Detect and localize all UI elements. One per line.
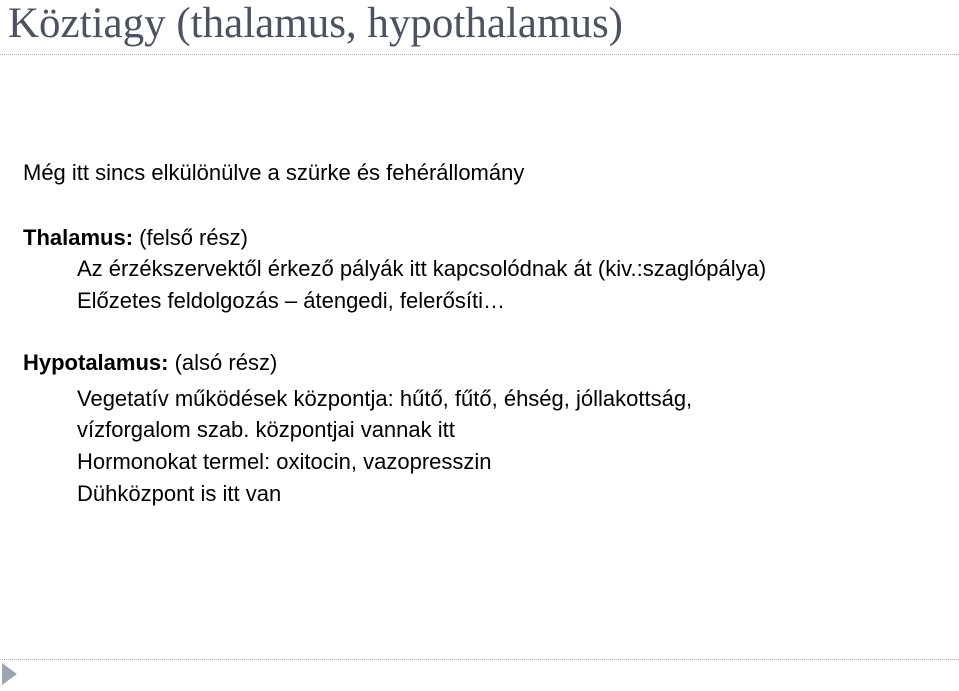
thalamus-item-2: Előzetes feldolgozás – átengedi, felerősíti… bbox=[77, 288, 506, 313]
hypothalamus-item-1: Vegetatív működések központja: hűtő, fűtő, éhség, jóllakottság, bbox=[77, 386, 693, 411]
title-divider bbox=[0, 54, 959, 55]
slide-title: Köztiagy (thalamus, hypothalamus) bbox=[8, 0, 623, 47]
hypothalamus-item-2: vízforgalom szab. központjai vannak itt bbox=[77, 417, 455, 442]
thalamus-heading bbox=[23, 225, 248, 251]
hypothalamus-item-4: Dühközpont is itt van bbox=[77, 481, 282, 506]
hypothalamus-heading bbox=[23, 350, 277, 376]
thalamus-label: Thalamus: bbox=[23, 225, 134, 250]
footer-divider bbox=[0, 659, 959, 660]
intro-text: Még itt sincs elkülönülve a szürke és fehérállomány bbox=[23, 160, 525, 185]
hypothalamus-label: Hypotalamus: bbox=[23, 350, 169, 375]
thalamus-note: (felső rész) bbox=[133, 225, 248, 250]
hypothalamus-note: (alsó rész) bbox=[168, 350, 278, 375]
triangle-right-icon bbox=[2, 663, 17, 685]
thalamus-item-1: Az érzékszervektől érkező pályák itt kapcsolódnak át (kiv.:szaglópálya) bbox=[77, 256, 767, 281]
hypothalamus-item-3: Hormonokat termel: oxitocin, vazopresszin bbox=[77, 449, 492, 474]
